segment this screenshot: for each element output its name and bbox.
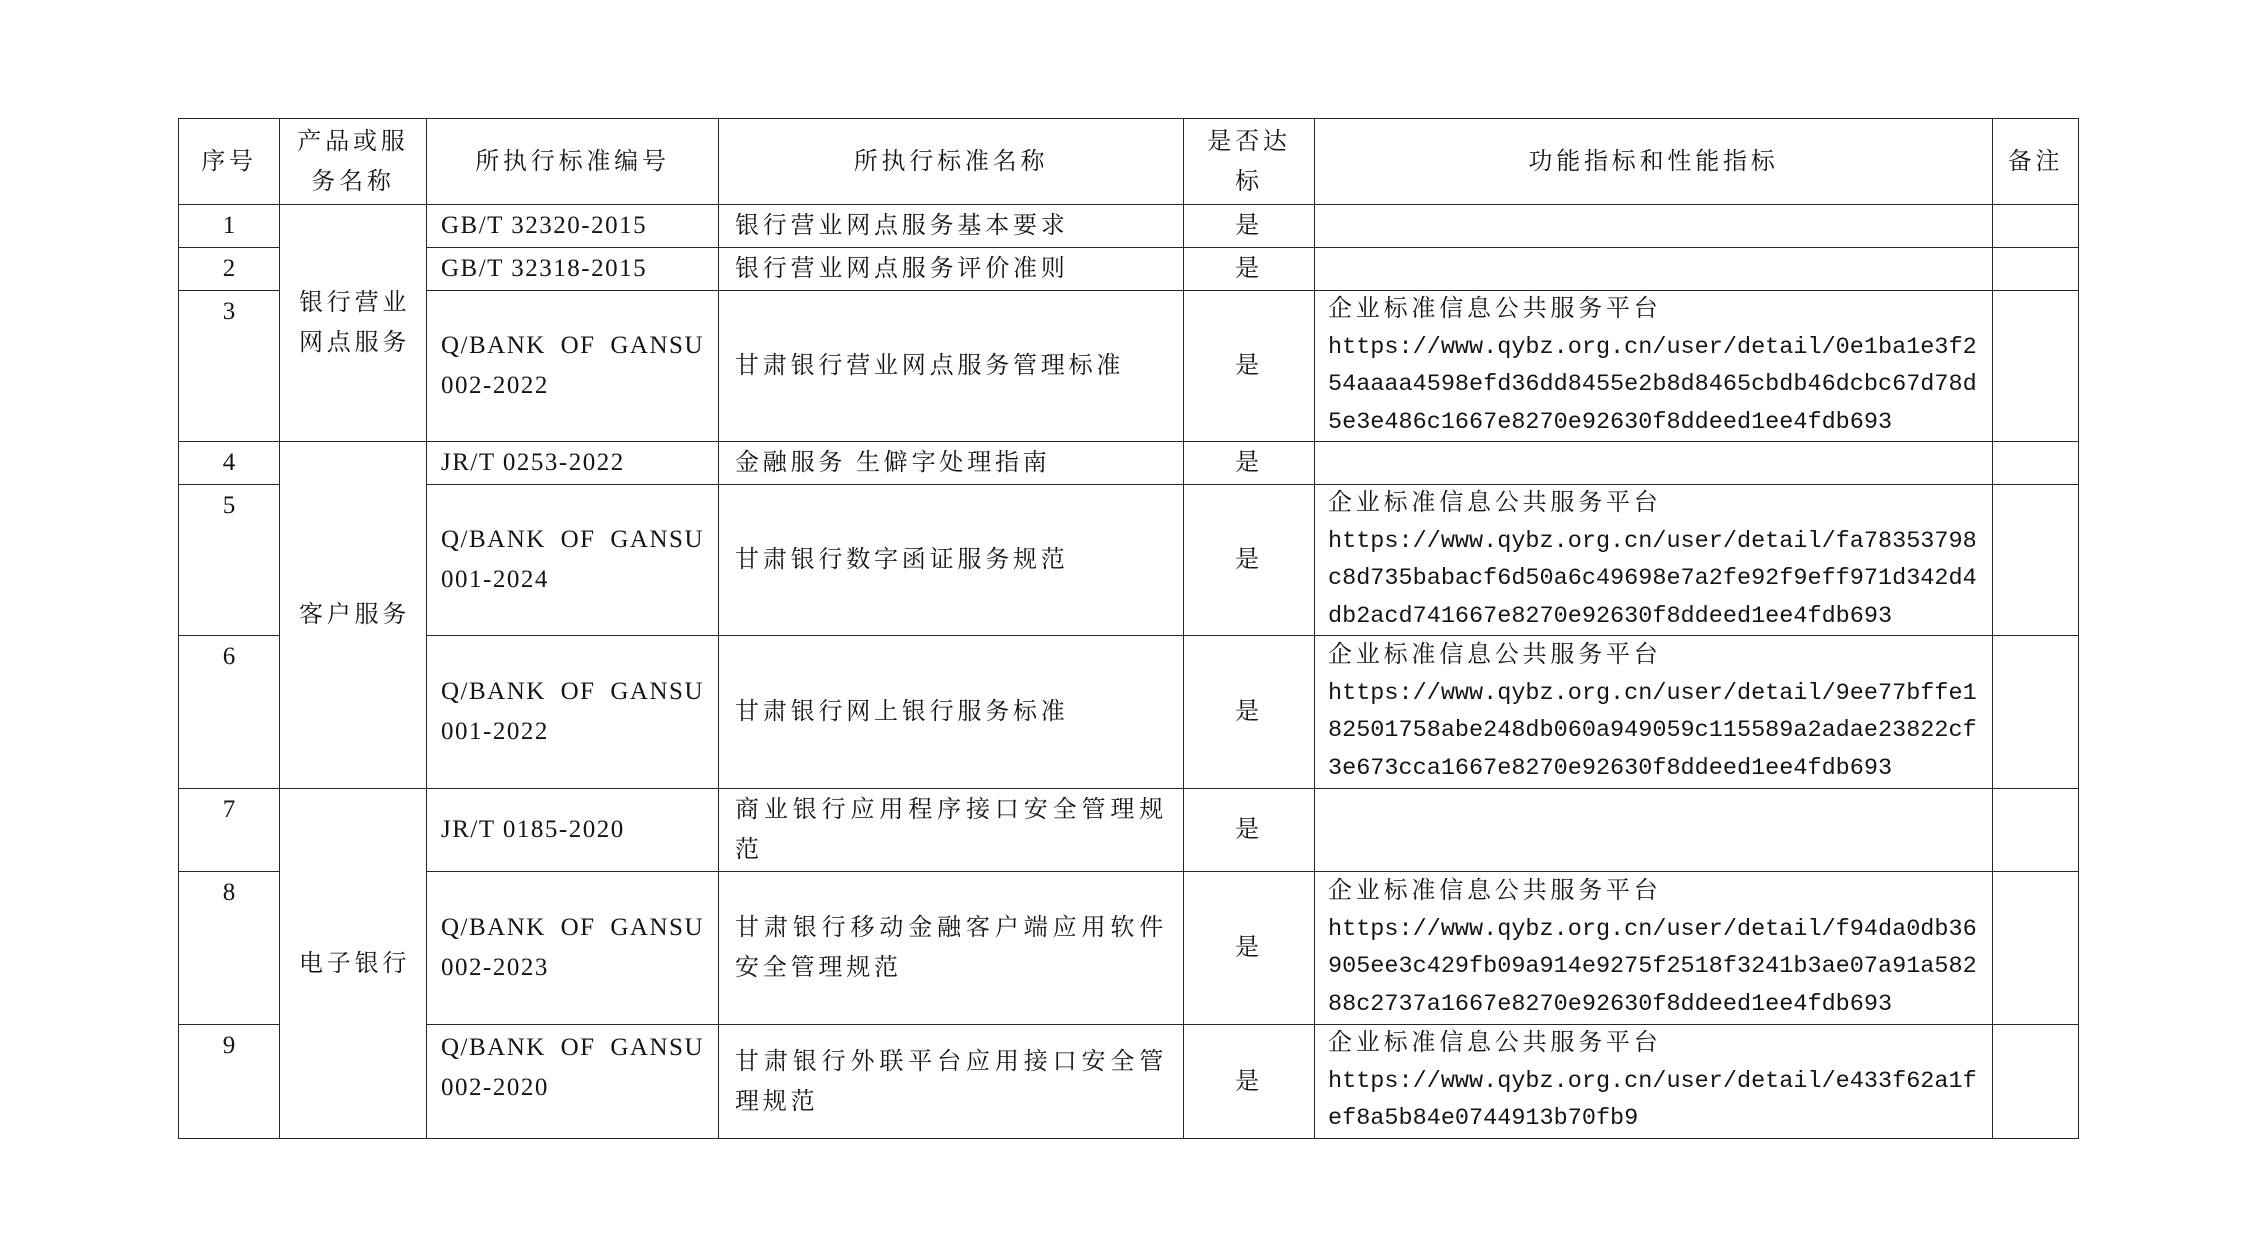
- row-number: 6: [179, 636, 280, 789]
- remarks-cell: [1993, 291, 2079, 442]
- indicators-cell: [1315, 442, 1993, 485]
- header-compliant: 是否达标: [1184, 119, 1315, 205]
- standard-name: 商业银行应用程序接口安全管理规范: [719, 789, 1184, 872]
- platform-name: 企业标准信息公共服务平台: [1328, 642, 1662, 668]
- header-standard-code: 所执行标准编号: [427, 119, 719, 205]
- table-row: [179, 636, 2079, 789]
- table-row: [179, 1025, 2079, 1139]
- standard-name: 甘肃银行营业网点服务管理标准: [719, 291, 1184, 442]
- row-number: 9: [179, 1025, 280, 1139]
- table-row: [179, 485, 2079, 636]
- header-row: [179, 119, 2079, 205]
- indicators-cell: [1315, 485, 1993, 636]
- compliance-status: 是: [1184, 205, 1315, 248]
- remarks-cell: [1993, 636, 2079, 789]
- standard-url: https://www.qybz.org.cn/user/detail/fa78353798c8d735babacf6d50a6c49698e7a2fe92f9eff971d342d4db2acd741667e8270e92630f8ddeed1ee4fdb693: [1328, 527, 1977, 630]
- header-standard-name: 所执行标准名称: [719, 119, 1184, 205]
- row-number: 4: [179, 442, 280, 485]
- table-row: [179, 789, 2079, 872]
- header-no: 序号: [179, 119, 280, 205]
- table-row: [179, 442, 2079, 485]
- remarks-cell: [1993, 442, 2079, 485]
- header-product: 产品或服务名称: [280, 119, 427, 205]
- platform-name: 企业标准信息公共服务平台: [1328, 878, 1662, 904]
- row-number: 3: [179, 291, 280, 442]
- table-row: [179, 872, 2079, 1025]
- product-group: 银行营业网点服务: [280, 205, 427, 442]
- compliance-status: 是: [1184, 485, 1315, 636]
- standard-url: https://www.qybz.org.cn/user/detail/e433f62a1fef8a5b84e0744913b70fb9: [1328, 1067, 1977, 1133]
- compliance-status: 是: [1184, 248, 1315, 291]
- standard-code: GB/T 32318-2015: [427, 248, 719, 291]
- standard-code: Q/BANK OF GANSU 002-2022: [427, 291, 719, 442]
- row-number: 2: [179, 248, 280, 291]
- remarks-cell: [1993, 485, 2079, 636]
- standard-name: 金融服务 生僻字处理指南: [719, 442, 1184, 485]
- indicators-cell: [1315, 291, 1993, 442]
- product-group: 客户服务: [280, 442, 427, 789]
- standard-code: Q/BANK OF GANSU 001-2022: [427, 636, 719, 789]
- compliance-status: 是: [1184, 872, 1315, 1025]
- standard-name: 银行营业网点服务评价准则: [719, 248, 1184, 291]
- table-row: [179, 248, 2079, 291]
- standard-code: JR/T 0253-2022: [427, 442, 719, 485]
- indicators-cell: [1315, 872, 1993, 1025]
- compliance-status: 是: [1184, 442, 1315, 485]
- indicators-cell: [1315, 205, 1993, 248]
- indicators-cell: [1315, 789, 1993, 872]
- indicators-cell: [1315, 636, 1993, 789]
- standard-name: 甘肃银行网上银行服务标准: [719, 636, 1184, 789]
- table-row: [179, 291, 2079, 442]
- remarks-cell: [1993, 248, 2079, 291]
- indicators-cell: [1315, 1025, 1993, 1139]
- standard-code: JR/T 0185-2020: [427, 789, 719, 872]
- platform-name: 企业标准信息公共服务平台: [1328, 296, 1662, 322]
- remarks-cell: [1993, 789, 2079, 872]
- compliance-status: 是: [1184, 1025, 1315, 1139]
- header-remarks: 备注: [1993, 119, 2079, 205]
- compliance-status: 是: [1184, 789, 1315, 872]
- standard-url: https://www.qybz.org.cn/user/detail/0e1ba1e3f254aaaa4598efd36dd8455e2b8d8465cbdb46dcbc67d78d5e3e486c1667e8270e92630f8ddeed1ee4fdb693: [1328, 333, 1977, 436]
- compliance-status: 是: [1184, 291, 1315, 442]
- standard-url: https://www.qybz.org.cn/user/detail/f94da0db36905ee3c429fb09a914e9275f2518f3241b3ae07a91a58288c2737a1667e8270e92630f8ddeed1ee4fdb693: [1328, 915, 1977, 1018]
- row-number: 8: [179, 872, 280, 1025]
- platform-name: 企业标准信息公共服务平台: [1328, 1030, 1662, 1057]
- standard-code: GB/T 32320-2015: [427, 205, 719, 248]
- row-number: 5: [179, 485, 280, 636]
- standard-code: Q/BANK OF GANSU 002-2023: [427, 872, 719, 1025]
- table-row: [179, 205, 2079, 248]
- standard-name: 甘肃银行外联平台应用接口安全管理规范: [719, 1025, 1184, 1139]
- row-number: 7: [179, 789, 280, 872]
- standard-name: 甘肃银行数字函证服务规范: [719, 485, 1184, 636]
- remarks-cell: [1993, 205, 2079, 248]
- standards-table: [178, 118, 2079, 1139]
- remarks-cell: [1993, 1025, 2079, 1139]
- indicators-cell: [1315, 248, 1993, 291]
- standard-code: Q/BANK OF GANSU 002-2020: [427, 1025, 719, 1139]
- standard-url: https://www.qybz.org.cn/user/detail/9ee77bffe182501758abe248db060a949059c115589a2adae23822cf3e673cca1667e8270e92630f8ddeed1ee4fdb693: [1328, 679, 1977, 782]
- product-group: 电子银行: [280, 789, 427, 1139]
- standard-name: 甘肃银行移动金融客户端应用软件安全管理规范: [719, 872, 1184, 1025]
- header-indicators: 功能指标和性能指标: [1315, 119, 1993, 205]
- standard-code: Q/BANK OF GANSU 001-2024: [427, 485, 719, 636]
- platform-name: 企业标准信息公共服务平台: [1328, 490, 1662, 516]
- remarks-cell: [1993, 872, 2079, 1025]
- row-number: 1: [179, 205, 280, 248]
- compliance-status: 是: [1184, 636, 1315, 789]
- standard-name: 银行营业网点服务基本要求: [719, 205, 1184, 248]
